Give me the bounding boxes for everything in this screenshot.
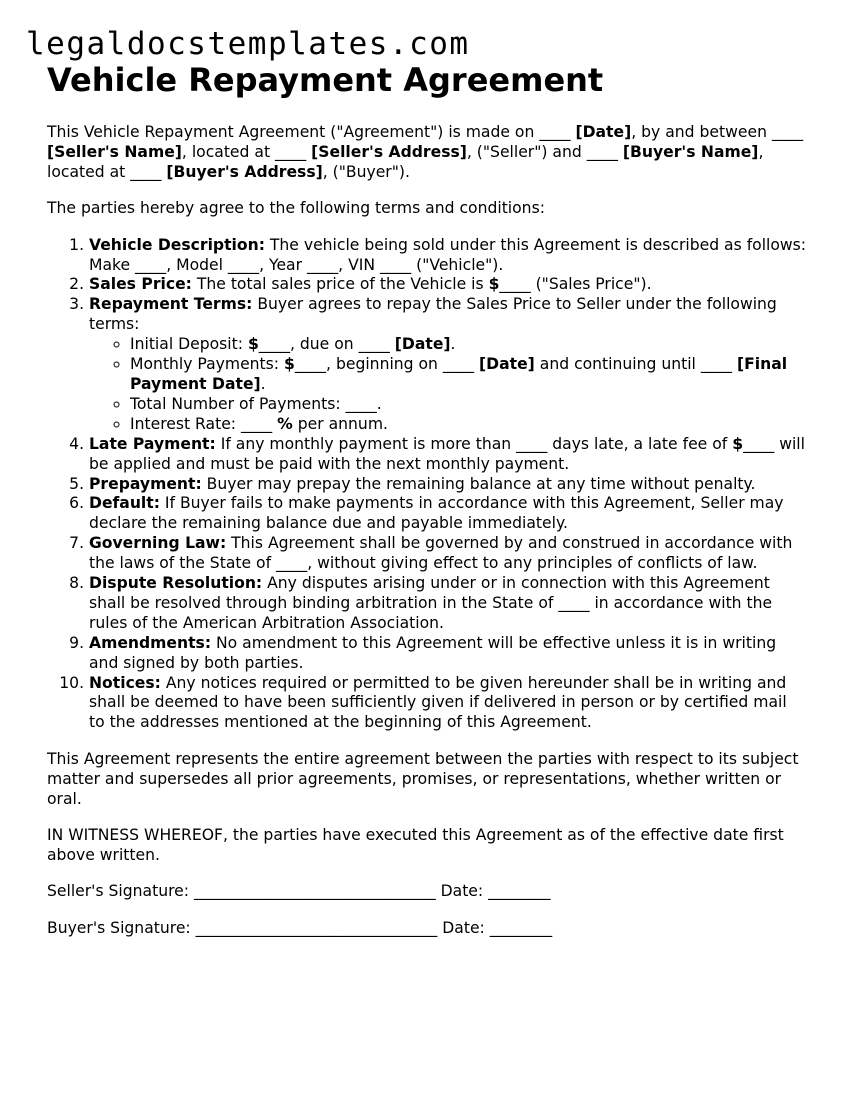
text: ____ will be applied and must be paid with the next monthly payment. (89, 434, 805, 473)
term-dispute-resolution (89, 574, 807, 634)
sub-interest-rate (130, 415, 807, 435)
bold-text: Late Payment: (89, 434, 216, 453)
text: , ("Seller") and ____ (466, 142, 623, 161)
bold-text: Repayment Terms: (89, 295, 253, 314)
bold-text: Amendments: (89, 633, 212, 652)
agreement-document (47, 60, 807, 955)
text: Total Number of Payments: ____. (130, 394, 382, 413)
text: ____ ("Sales Price"). (499, 275, 652, 294)
document-title: Vehicle Repayment Agreement (47, 61, 604, 99)
term-repayment-terms (89, 295, 807, 434)
text: ____, due on ____ (258, 335, 395, 354)
text: If Buyer fails to make payments in accordance with this Agreement, Seller may declare the remaining balance due and payable immediately. (89, 494, 784, 533)
text: This Vehicle Repayment Agreement ("Agreement") is made on ____ (47, 123, 576, 141)
text: The total sales price of the Vehicle is (191, 275, 489, 294)
bold-text: Notices: (89, 673, 161, 692)
text: Monthly Payments: (130, 355, 284, 374)
term-vehicle-description (89, 236, 807, 276)
text: This Agreement shall be governed by and construed in accordance with the laws of the State of ____, without giving effect to any principles of conflicts of law. (89, 534, 793, 573)
term-default (89, 494, 807, 534)
bold-text: [Date] (575, 123, 632, 141)
text: Buyer agrees to repay the Sales Price to Seller under the following terms: (89, 295, 777, 334)
lead-in-paragraph: The parties hereby agree to the following terms and conditions: (47, 199, 545, 218)
bold-text: $ (488, 275, 500, 294)
text: Initial Deposit: (130, 335, 248, 354)
text: If any monthly payment is more than ____ days late, a late fee of (215, 434, 733, 453)
bold-text: [Buyer's Address] (166, 162, 323, 181)
entire-agreement-paragraph: This Agreement represents the entire agreement between the parties with respect to its subject matter and supersedes all prior agreements, promises, or representations, whether written or oral. (47, 749, 799, 808)
bold-text: Default: (89, 494, 160, 513)
text: . (450, 335, 456, 354)
bold-text: [Buyer's Name] (622, 142, 759, 161)
term-amendments (89, 634, 807, 674)
term-sales-price (89, 275, 807, 295)
text: No amendment to this Agreement will be effective unless it is in writing and signed by both parties. (89, 633, 777, 672)
text: Buyer may prepay the remaining balance at any time without penalty. (201, 474, 756, 493)
text: Any notices required or permitted to be given hereunder shall be in writing and shall be deemed to have been sufficiently given if delivered in person or by certified mail to the addresses mentioned at the beginning of this Agreement. (89, 673, 787, 732)
sub-monthly-payments (130, 355, 807, 395)
text: ____, beginning on ____ (294, 355, 480, 374)
text: , located at ____ (181, 142, 312, 161)
text: Interest Rate: ____ (130, 414, 278, 433)
bold-text: $ (284, 355, 295, 374)
bold-text: [Date] (479, 355, 535, 374)
bold-text: [Final Payment Date] (130, 355, 788, 393)
text: The vehicle being sold under this Agreement is described as follows: Make ____, Model ____, Year ____, VIN ____ ("Vehicle"). (89, 235, 807, 274)
term-prepayment (89, 475, 807, 495)
buyer-signature-line: Buyer's Signature: _______________________________ Date: ________ (47, 918, 553, 937)
text: , by and between ____ (631, 123, 804, 141)
intro-paragraph (47, 123, 807, 183)
bold-text: Prepayment: (89, 474, 202, 493)
witness-paragraph: IN WITNESS WHEREOF, the parties have executed this Agreement as of the effective date first above written. (47, 826, 784, 864)
text: per annum. (292, 414, 388, 433)
terms-list (47, 236, 807, 734)
bold-text: Sales Price: (89, 275, 192, 294)
bold-text: Vehicle Description: (89, 235, 265, 254)
bold-text: [Seller's Name] (47, 142, 182, 161)
sub-initial-deposit (130, 335, 807, 355)
bold-text: Governing Law: (89, 534, 227, 553)
term-governing-law (89, 534, 807, 574)
sub-total-payments (130, 395, 807, 415)
text: , ("Buyer"). (322, 162, 410, 181)
bold-text: Dispute Resolution: (89, 574, 263, 593)
text: , located at ____ (47, 142, 764, 181)
term-late-payment (89, 435, 807, 475)
term-notices (89, 674, 807, 734)
bold-text: % (277, 414, 293, 433)
repayment-terms-sublist (89, 335, 807, 435)
bold-text: [Date] (394, 335, 451, 354)
text: . (260, 374, 266, 393)
bold-text: $ (732, 434, 744, 453)
site-watermark: legaldocstemplates.com (26, 26, 470, 62)
bold-text: $ (247, 335, 259, 354)
text: and continuing until ____ (534, 355, 737, 374)
seller-signature-line: Seller's Signature: _______________________________ Date: ________ (47, 882, 551, 901)
text: Any disputes arising under or in connection with this Agreement shall be resolved through binding arbitration in the State of ____ in accordance with the rules of the American Arbitration Association. (89, 574, 773, 632)
bold-text: [Seller's Address] (311, 142, 467, 161)
